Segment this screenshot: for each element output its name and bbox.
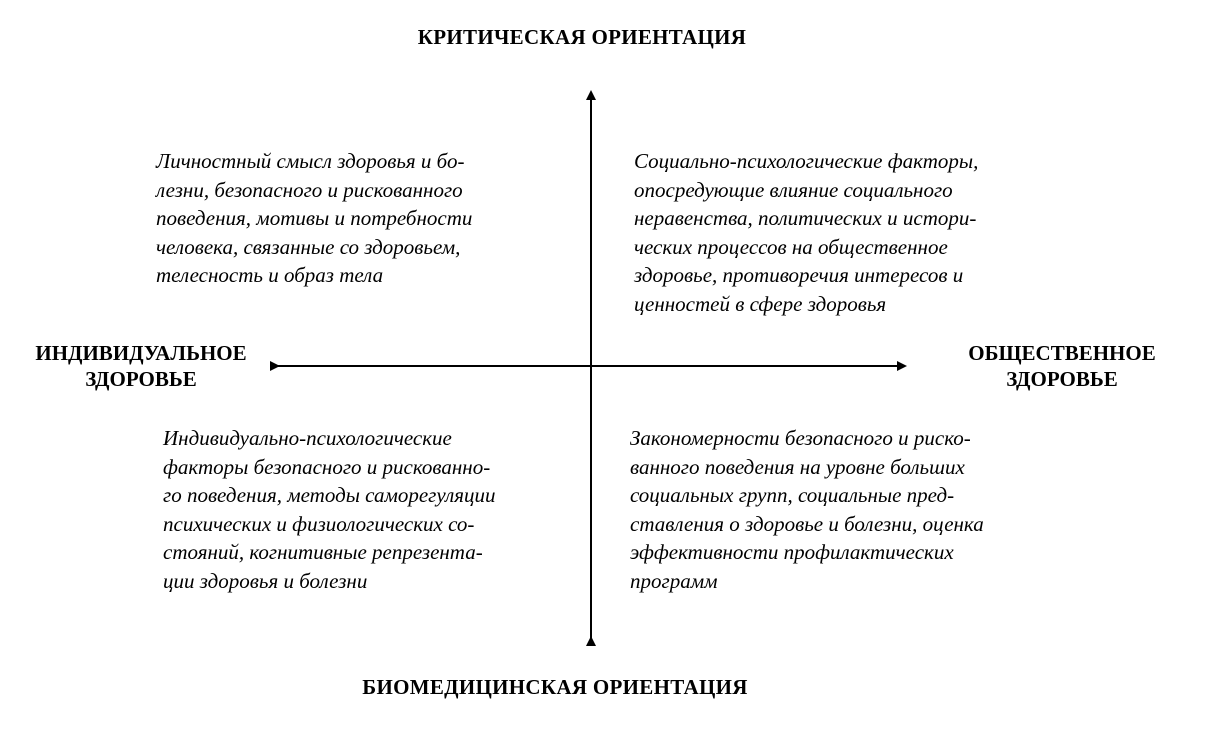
- axis-title-right-line: ЗДОРОВЬЕ: [1006, 367, 1118, 391]
- quadrant-text-line: стояний, когнитивные репрезента-: [163, 540, 483, 564]
- quadrant-text-line: ставления о здоровье и болезни, оценка: [630, 511, 984, 536]
- quadrant-text-line: здоровье, противоречия интересов и: [634, 263, 964, 287]
- quadrant-text-line: социальных групп, социальные пред-: [630, 483, 955, 507]
- quadrant-text-line: неравенства, политических и истори-: [634, 206, 977, 230]
- quadrant-text-line: Социально-психологические факторы,: [634, 149, 979, 173]
- axis-title-bottom: БИОМЕДИЦИНСКАЯ ОРИЕНТАЦИЯ: [362, 675, 748, 699]
- quadrant-text-line: ванного поведения на уровне больших: [630, 454, 965, 479]
- quadrant-text-line: эффективности профилактических: [630, 540, 954, 564]
- quadrant-text-line: программ: [630, 568, 718, 593]
- quadrant-text-line: Личностный смысл здоровья и бо-: [156, 149, 465, 173]
- quadrant-text-line: ции здоровья и болезни: [163, 568, 368, 593]
- quadrant-text-line: опосредующие влияние социального: [634, 177, 953, 202]
- quadrant-text-line: ценностей в сфере здоровья: [634, 291, 887, 316]
- quadrant-text-line: Индивидуально-психологические: [163, 426, 452, 450]
- quadrant-text-line: Закономерности безопасного и риско-: [630, 426, 971, 450]
- axis-title-left-line: ИНДИВИДУАЛЬНОЕ: [35, 341, 247, 365]
- quadrant-text-line: го поведения, методы саморегуляции: [163, 483, 496, 507]
- axis-title-top: КРИТИЧЕСКАЯ ОРИЕНТАЦИЯ: [417, 25, 747, 49]
- quadrant-text-line: ческих процессов на общественное: [634, 234, 948, 259]
- quadrant-text-line: поведения, мотивы и потребности: [156, 206, 473, 230]
- quadrant-text-line: телесность и образ тела: [156, 263, 384, 287]
- quadrant-text-line: факторы безопасного и рискованно-: [163, 454, 491, 479]
- axis-title-left-line: ЗДОРОВЬЕ: [85, 367, 197, 391]
- quadrant-text-line: лезни, безопасного и рискованного: [156, 177, 463, 202]
- quadrant-text-line: психических и физиологических со-: [163, 511, 475, 536]
- axis-title-right-line: ОБЩЕСТВЕННОЕ: [968, 341, 1156, 365]
- quadrant-text-line: человека, связанные со здоровьем,: [156, 234, 461, 259]
